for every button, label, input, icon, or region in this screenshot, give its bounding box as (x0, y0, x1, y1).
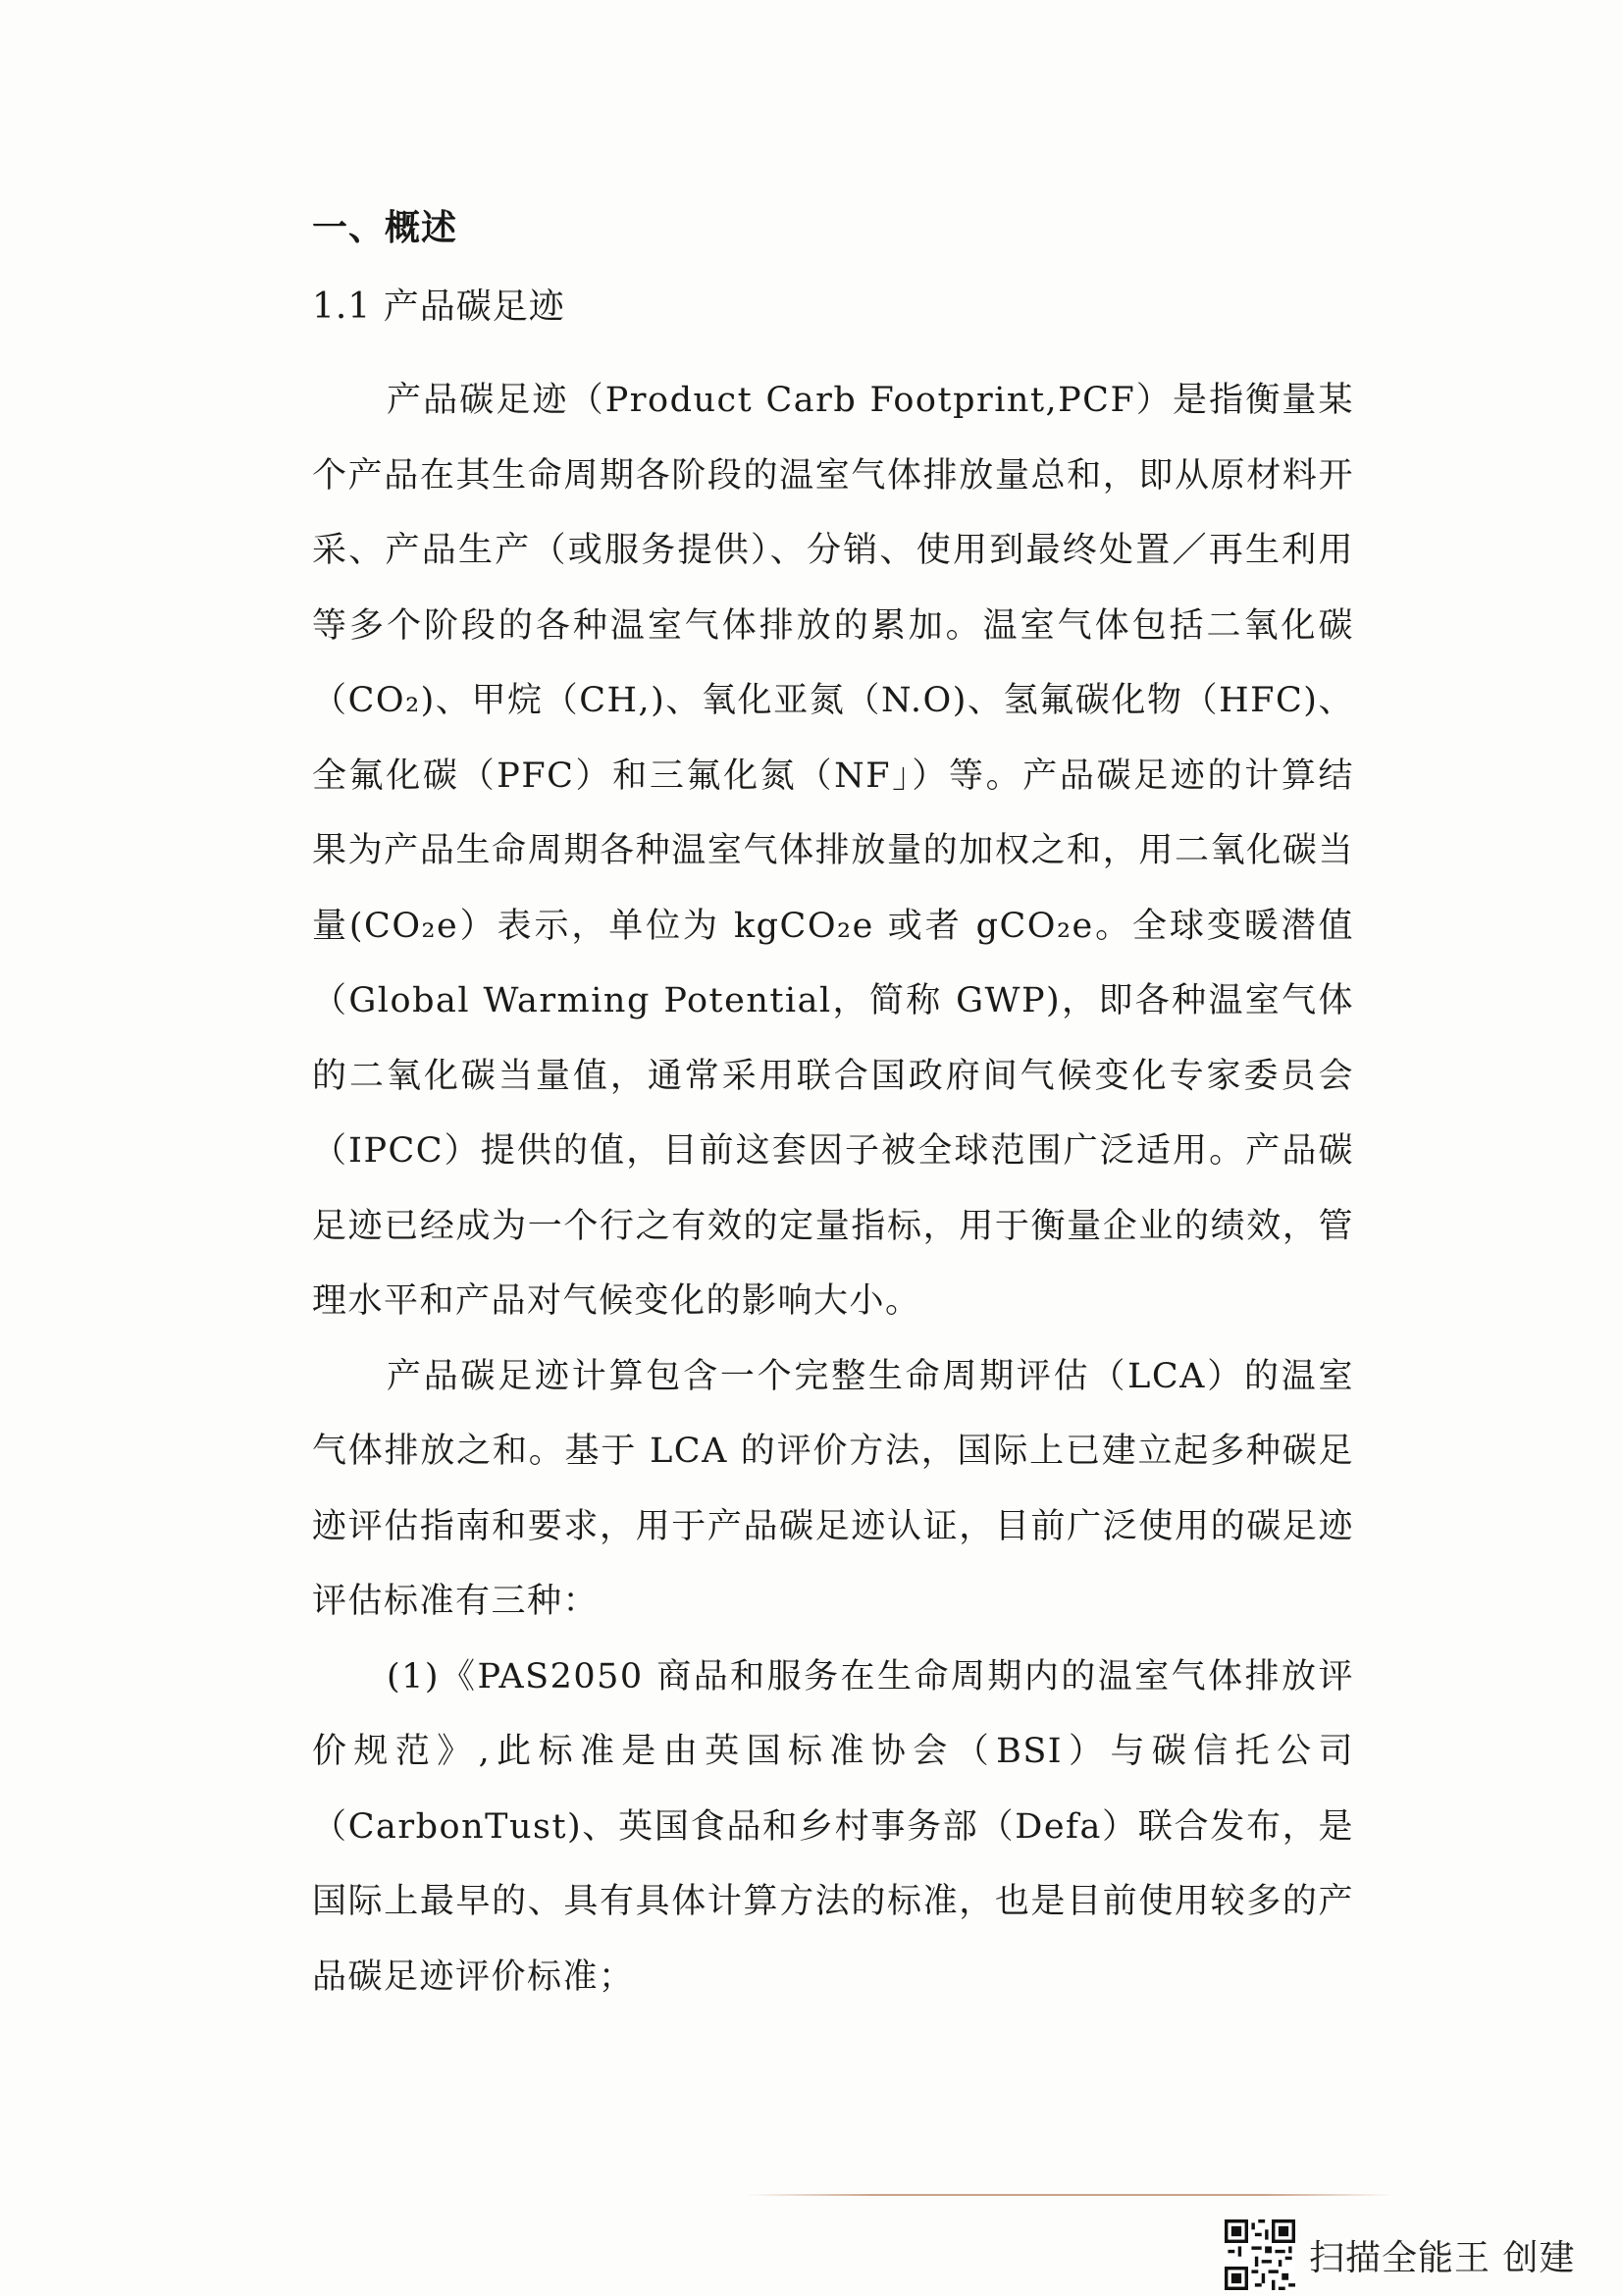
footer-divider (746, 2194, 1393, 2196)
qr-code-icon (1225, 2219, 1295, 2290)
paragraph-lca-standards: 产品碳足迹计算包含一个完整生命周期评估（LCA）的温室气体排放之和。基于 LCA 的评价方法，国际上已建立起多种碳足迹评估指南和要求，用于产品碳足迹认证，目前广泛使用的碳足迹评估标准有三种： (312, 1356, 1354, 1621)
subsection-heading: 1.1 产品碳足迹 (312, 287, 565, 327)
paragraph-pas2050: (1)《PAS2050 商品和服务在生命周期内的温室气体排放评价规范》,此标准是由英国标准协会（BSI）与碳信托公司（CarbonTust)、英国食品和乡村事务部（Defa）联合发布，是国际上最早的、具有具体计算方法的标准，也是目前使用较多的产品碳足迹评价标准； (312, 1656, 1354, 1997)
scanner-watermark (1225, 2214, 1575, 2296)
section-heading: 一、概述 (312, 207, 458, 248)
paragraph-pcf-definition: 产品碳足迹（Product Carb Footprint,PCF）是指衡量某个产品在其生命周期各阶段的温室气体排放量总和，即从原材料开采、产品生产（或服务提供）、分销、使用到最终处置／再生利用等多个阶段的各种温室气体排放的累加。温室气体包括二氧化碳（CO₂)、甲烷（CH,)、氧化亚氮（N.O)、氢氟碳化物（HFC)、全氟化碳（PFC）和三氟化氮（NF」）等。产品碳足迹的计算结果为产品生命周期各种温室气体排放量的加权之和，用二氧化碳当量(CO₂e）表示，单位为 kgCO₂e 或者 gCO₂e。全球变暖潜值（Global Warming Potential，简称 GWP)，即各种温室气体的二氧化碳当量值，通常采用联合国政府间气候变化专家委员会（IPCC）提供的值，目前这套因子被全球范围广泛适用。产品碳足迹已经成为一个行之有效的定量指标，用于衡量企业的绩效，管理水平和产品对气候变化的影响大小。 (312, 381, 1354, 1321)
document-body (312, 206, 1354, 2014)
watermark-text: 扫描全能王 创建 (1309, 2237, 1576, 2278)
